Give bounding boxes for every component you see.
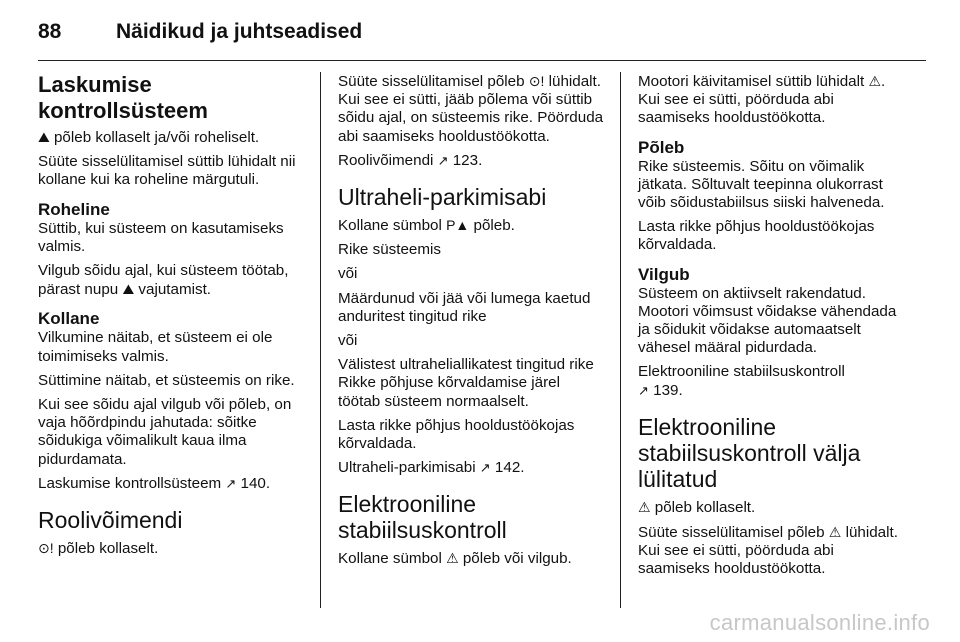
paragraph: Määrdunud või jää või lumega kaetud anduritest tingitud rike	[338, 289, 591, 325]
paragraph: Süsteem on aktiivselt rakendatud. Mootori võimsust võidakse vähendada ja sõidukit võidakse automaatselt vähesel määral pidurdada.	[638, 284, 897, 357]
heading-lit: Põleb	[638, 137, 685, 157]
paragraph: Süttimine näitab, et süsteemis on rike.	[38, 371, 295, 389]
text: Süüte sisselülitamisel põleb	[338, 73, 529, 90]
page-header	[38, 20, 362, 44]
esc-off-icon: ⚠	[828, 524, 842, 541]
steering-warning-icon: ⊙!	[38, 540, 54, 557]
parking-assist-icon: P▲	[446, 217, 470, 234]
esc-icon: ⚠	[446, 550, 459, 567]
header-rule	[38, 60, 926, 61]
paragraph	[638, 72, 908, 128]
paragraph	[38, 128, 306, 147]
esc-off-icon: ⚠	[638, 498, 651, 515]
arrow-icon: ↗	[225, 475, 237, 491]
text: Kollane sümbol	[338, 217, 447, 235]
column-1	[38, 72, 306, 564]
paragraph: Rike süsteemis	[338, 241, 441, 259]
page-ref-link[interactable]: 140.	[236, 474, 271, 492]
text: põleb või vilgub.	[458, 550, 572, 568]
heading-power-steering: Roolivõimendi	[38, 507, 183, 534]
column-divider-2	[620, 72, 621, 608]
paragraph	[338, 152, 606, 170]
text: . Kui see ei sütti, pöörduda abi saamiseks hooldustöökotta.	[638, 73, 886, 127]
paragraph	[638, 498, 908, 517]
heading-flashing: Vilgub	[638, 264, 690, 284]
text: Vilgub sõidu ajal, kui süsteem töötab, pärast nupu	[38, 262, 289, 299]
paragraph	[638, 363, 908, 399]
paragraph: Vilkumine näitab, et süsteem ei ole toimimiseks valmis.	[38, 329, 273, 365]
page-ref-link[interactable]: 142.	[490, 459, 525, 477]
heading-esc: Elektrooniline stabiilsuskontroll	[338, 491, 507, 544]
page-ref-link[interactable]: 139.	[648, 381, 683, 399]
paragraph: Välistest ultraheliallikatest tingitud rike Rikke põhjuse kõrvaldamise järel töötab süsteem normaalselt.	[338, 356, 594, 410]
paragraph: Rike süsteemis. Sõitu on võimalik jätkata. Sõltuvalt teepinna olukorrast võib sõidustabiilsus siiski halveneda.	[638, 157, 885, 212]
paragraph	[338, 459, 606, 477]
heading-green: Roheline	[38, 199, 110, 219]
page-ref-link[interactable]: 123.	[448, 151, 483, 169]
text: põleb.	[469, 217, 515, 235]
arrow-icon: ↗	[479, 460, 491, 476]
text: vajutamist.	[134, 281, 212, 299]
esc-icon: ⚠	[868, 73, 882, 89]
paragraph: Lasta rikke põhjus hooldustöökojas kõrvaldada.	[638, 218, 875, 254]
heading-ultrasonic-parking: Ultraheli-parkimisabi	[338, 184, 547, 211]
text: Kollane sümbol	[338, 550, 447, 568]
text: Mootori käivitamisel süttib lühidalt	[638, 73, 869, 90]
paragraph	[338, 216, 606, 235]
paragraph: Lasta rikke põhjus hooldustöökojas kõrvaldada.	[338, 416, 575, 453]
hill-descent-icon: ⛰	[38, 129, 50, 145]
text: Elektrooniline stabiilsuskontroll	[638, 363, 845, 381]
column-3	[638, 72, 908, 585]
paragraph: Kui see sõidu ajal vilgub või põleb, on vaja hõõrdpindu jahutada: sõitke sõidukiga võimalikult kaua ilma pidurdamata.	[38, 396, 292, 468]
column-2	[338, 72, 606, 575]
page-title: Näidikud ja juhtseadised	[116, 20, 363, 43]
text: lühidalt. Kui see ei sütti, jääb põlema või süttib sõidu ajal, on süsteemis rike. Pöörduda abi saamiseks hooldustöökotta.	[338, 73, 604, 145]
paragraph	[338, 549, 606, 568]
text: põleb kollaselt.	[650, 498, 756, 516]
paragraph	[38, 539, 306, 558]
text: Ultraheli-parkimisabi	[338, 459, 480, 477]
paragraph: Süttib, kui süsteem on kasutamiseks valmis.	[38, 219, 284, 255]
heading-hill-descent: Laskumise kontrollsüsteem	[38, 72, 208, 123]
paragraph	[338, 72, 606, 146]
column-divider-1	[320, 72, 321, 608]
page-number: 88	[38, 20, 62, 43]
arrow-icon: ↗	[638, 382, 649, 398]
text: põleb kollaselt ja/või roheliselt.	[49, 129, 260, 146]
text: lühidalt. Kui see ei sütti, pöörduda abi saamiseks hooldustöökotta.	[638, 524, 898, 578]
paragraph	[638, 523, 908, 579]
paragraph: või	[338, 265, 358, 283]
hill-descent-icon: ⛰	[122, 281, 135, 298]
heading-yellow: Kollane	[38, 309, 100, 329]
paragraph	[38, 475, 306, 493]
arrow-icon: ↗	[437, 152, 449, 168]
steering-warning-icon: ⊙!	[528, 73, 545, 89]
text: Roolivõimendi	[338, 151, 438, 169]
text: Süüte sisselülitamisel põleb	[638, 524, 829, 542]
paragraph	[38, 262, 306, 299]
text: põleb kollaselt.	[53, 540, 159, 558]
paragraph: või	[338, 332, 358, 350]
text: Laskumise kontrollsüsteem	[38, 474, 226, 492]
heading-esc-off: Elektrooniline stabiilsuskontroll välja lülitatud	[638, 413, 861, 492]
paragraph: Süüte sisselülitamisel süttib lühidalt nii kollane kui ka roheline märgutuli.	[38, 153, 296, 189]
watermark: carmanualsonline.info	[709, 610, 930, 635]
